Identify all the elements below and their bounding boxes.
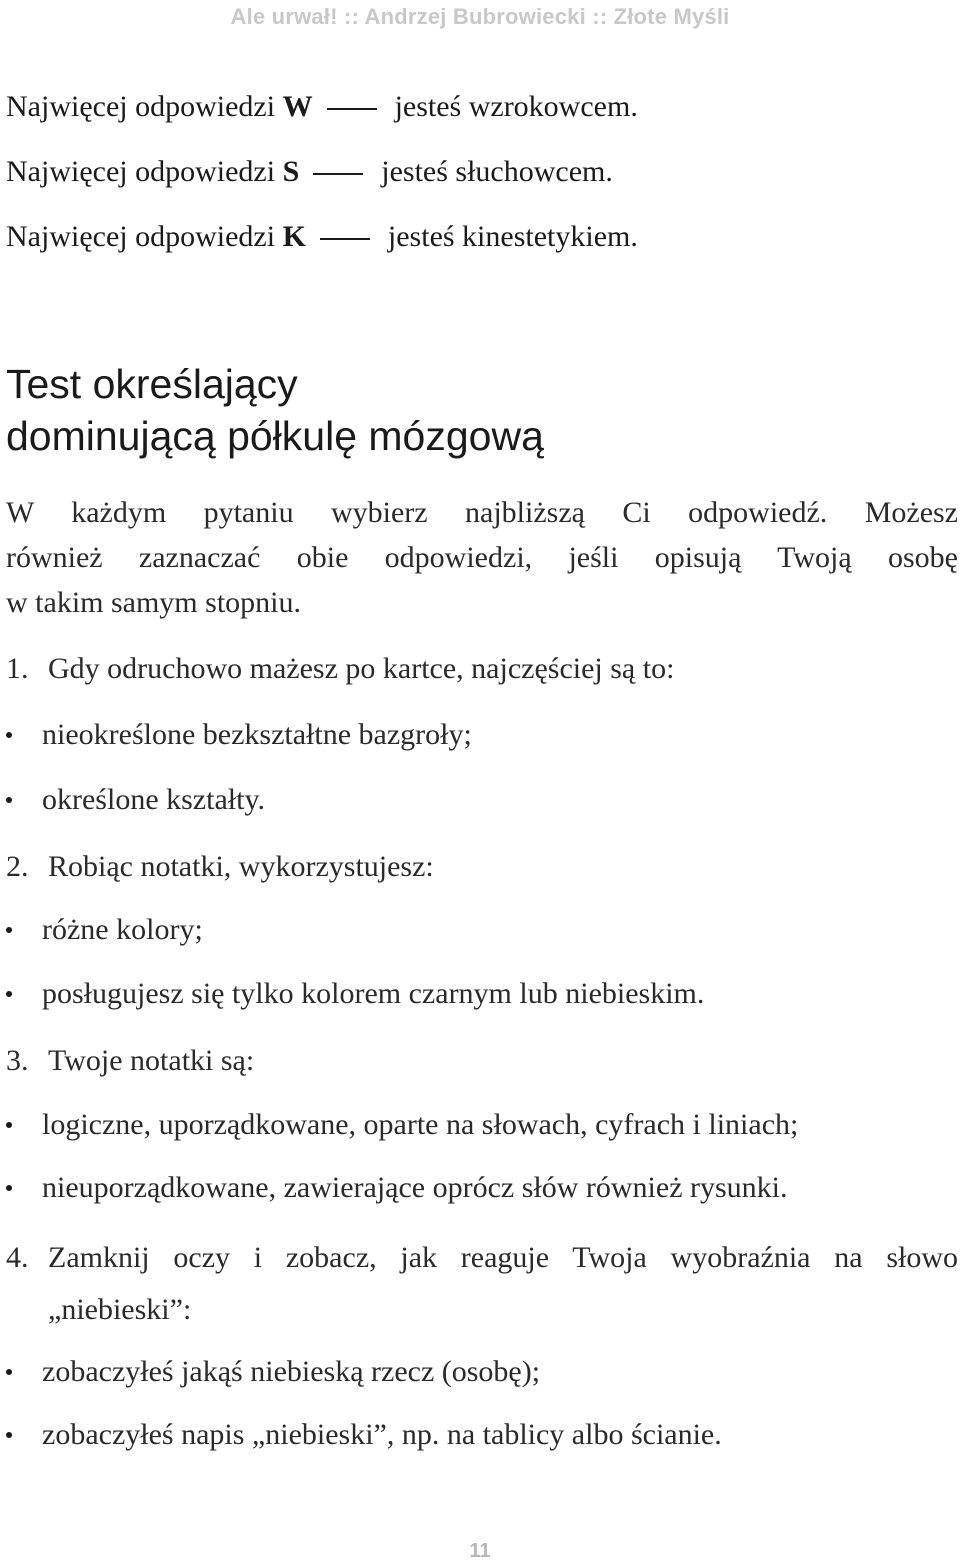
result-line-s <box>6 157 613 187</box>
intro-line: W każdym pytaniu wybierz najbliższą Ci odpowiedź. Możesz <box>6 496 958 529</box>
em-dash <box>327 108 377 110</box>
bullet-icon <box>6 732 12 738</box>
result-line-k <box>6 222 638 252</box>
question-1 <box>6 654 674 684</box>
option-text: nieokreślone bezkształtne bazgroły; <box>42 718 472 751</box>
intro-paragraph <box>6 490 958 625</box>
question-2 <box>6 852 434 882</box>
question-text: Gdy odruchowo mażesz po kartce, najczęściej są to: <box>48 652 675 685</box>
question-4 <box>6 1232 958 1336</box>
option-text: nieuporządkowane, zawierające oprócz słów również rysunki. <box>42 1171 788 1204</box>
intro-line: w takim samym stopniu. <box>6 586 301 619</box>
question-3-option-b <box>6 1173 788 1203</box>
page-number: 11 <box>469 1540 491 1562</box>
question-number: 4. <box>6 1241 29 1274</box>
result-prefix: Najwięcej odpowiedzi <box>6 220 283 253</box>
question-3 <box>6 1046 254 1076</box>
question-text: Zamknij oczy i zobacz, jak reaguje Twoja wyobraźnia na słowo <box>48 1241 958 1274</box>
result-suffix: jesteś słuchowcem. <box>381 155 613 188</box>
question-3-option-a <box>6 1110 798 1140</box>
bullet-icon <box>6 1185 12 1191</box>
result-line-w <box>6 92 638 122</box>
em-dash <box>313 173 363 175</box>
bullet-icon <box>6 1432 12 1438</box>
question-text: Twoje notatki są: <box>48 1044 255 1077</box>
question-4-line1 <box>6 1232 958 1284</box>
question-4-line2: „niebieski”: <box>48 1293 192 1326</box>
option-text: logiczne, uporządkowane, oparte na słowach, cyfrach i liniach; <box>42 1108 799 1141</box>
em-dash <box>320 238 370 240</box>
result-prefix: Najwięcej odpowiedzi <box>6 90 283 123</box>
option-text: różne kolory; <box>42 913 203 946</box>
page-header: Ale urwał! :: Andrzej Bubrowiecki :: Złote Myśli <box>230 4 730 29</box>
question-number: 1. <box>6 652 29 685</box>
section-title-line1: Test określający <box>6 361 298 407</box>
bullet-icon <box>6 797 12 803</box>
question-text: Robiąc notatki, wykorzystujesz: <box>48 850 434 883</box>
section-title <box>6 358 544 462</box>
question-2-option-b <box>6 979 704 1009</box>
result-letter: W <box>282 90 313 123</box>
question-1-option-b <box>6 785 265 815</box>
bullet-icon <box>6 927 12 933</box>
question-2-option-a <box>6 915 203 945</box>
question-number: 2. <box>6 850 29 883</box>
result-prefix: Najwięcej odpowiedzi <box>6 155 283 188</box>
bullet-icon <box>6 991 12 997</box>
option-text: zobaczyłeś napis „niebieski”, np. na tablicy albo ścianie. <box>42 1418 722 1451</box>
question-number: 3. <box>6 1044 29 1077</box>
intro-line: również zaznaczać obie odpowiedzi, jeśli opisują Twoją osobę <box>6 541 958 574</box>
section-title-line2: dominującą półkulę mózgową <box>6 413 544 459</box>
question-4-option-a <box>6 1357 540 1387</box>
bullet-icon <box>6 1369 12 1375</box>
result-letter: S <box>282 155 300 188</box>
result-letter: K <box>282 220 306 253</box>
option-text: posługujesz się tylko kolorem czarnym lub niebieskim. <box>42 977 705 1010</box>
option-text: zobaczyłeś jakąś niebieską rzecz (osobę); <box>42 1355 541 1388</box>
result-suffix: jesteś kinestetykiem. <box>387 220 638 253</box>
question-1-option-a <box>6 720 472 750</box>
bullet-icon <box>6 1122 12 1128</box>
question-4-option-b <box>6 1420 722 1450</box>
result-suffix: jesteś wzrokowcem. <box>394 90 638 123</box>
option-text: określone kształty. <box>42 783 265 816</box>
